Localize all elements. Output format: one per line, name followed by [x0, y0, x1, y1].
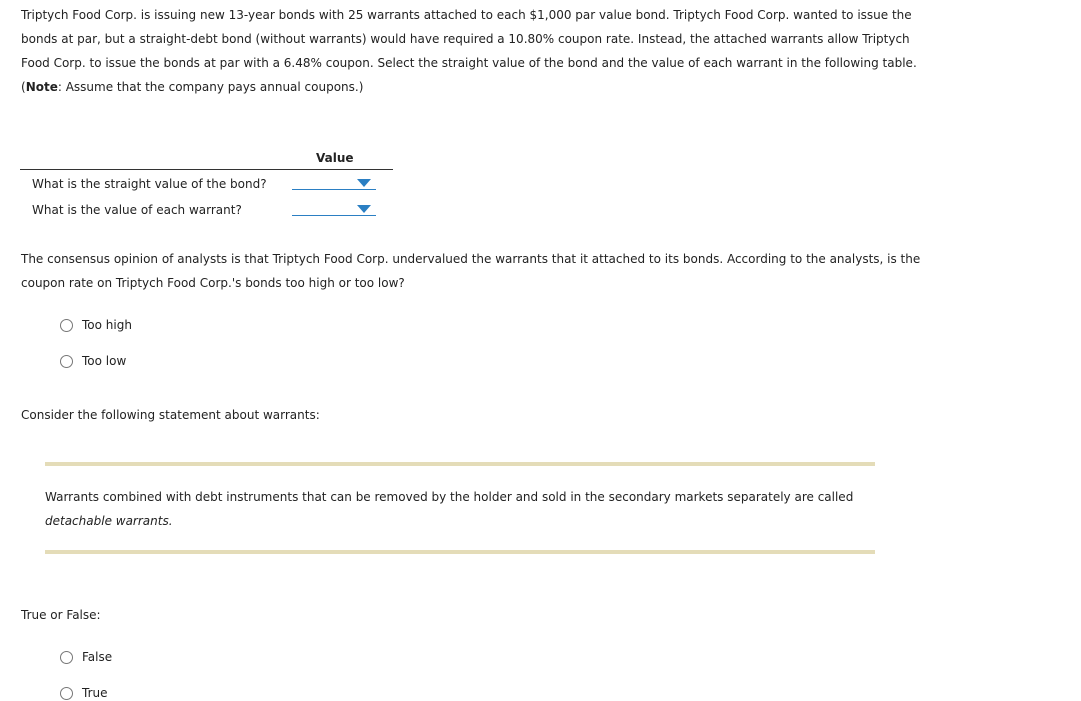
table-header-divider	[20, 169, 393, 170]
radio-label-true: True	[82, 686, 108, 700]
radio-button[interactable]	[60, 687, 73, 700]
radio-label-too-low: Too low	[82, 354, 127, 368]
value-column-header: Value	[316, 151, 354, 165]
note-label: Note	[25, 80, 58, 94]
radio-option-too-high[interactable]	[60, 317, 132, 333]
statement-intro: Consider the following statement about warrants:	[21, 408, 320, 422]
statement-line-2: detachable warrants.	[45, 514, 173, 528]
intro-line-2: bonds at par, but a straight-debt bond (without warrants) would have required a 10.80% coupon rate. Instead, the attached warrants allow Triptych	[21, 32, 910, 46]
radio-button[interactable]	[60, 355, 73, 368]
straight-value-dropdown[interactable]	[292, 175, 376, 190]
intro-note	[21, 80, 363, 94]
radio-label-false: False	[82, 650, 113, 664]
intro-line-3: Food Corp. to issue the bonds at par with a 6.48% coupon. Select the straight value of the bond and the value of each warrant in the following table.	[21, 56, 917, 70]
radio-option-too-low[interactable]	[60, 353, 126, 369]
coupon-question-line-1: The consensus opinion of analysts is that Triptych Food Corp. undervalued the warrants that it attached to its bonds. According to the analysts, is the	[21, 252, 921, 266]
warrant-value-dropdown[interactable]	[292, 201, 376, 216]
true-false-prompt: True or False:	[21, 608, 101, 622]
radio-button[interactable]	[60, 651, 73, 664]
statement-top-rule	[45, 462, 875, 466]
warrant-value-question: What is the value of each warrant?	[32, 203, 242, 217]
straight-value-question: What is the straight value of the bond?	[32, 177, 267, 191]
coupon-question-line-2: coupon rate on Triptych Food Corp.'s bonds too high or too low?	[21, 276, 405, 290]
statement-line-1: Warrants combined with debt instruments that can be removed by the holder and sold in the secondary markets separately are called	[45, 490, 854, 504]
note-open-paren: (	[21, 80, 26, 94]
statement-bottom-rule	[45, 550, 875, 554]
dropdown-arrow-icon	[357, 205, 371, 213]
dropdown-arrow-icon	[357, 179, 371, 187]
radio-button[interactable]	[60, 319, 73, 332]
radio-option-true[interactable]	[60, 685, 108, 701]
note-text: : Assume that the company pays annual coupons.)	[57, 80, 364, 94]
intro-line-1: Triptych Food Corp. is issuing new 13-year bonds with 25 warrants attached to each $1,000 par value bond. Triptych Food Corp. wanted to issue the	[21, 8, 912, 22]
radio-label-too-high: Too high	[82, 318, 132, 332]
radio-option-false[interactable]	[60, 649, 112, 665]
